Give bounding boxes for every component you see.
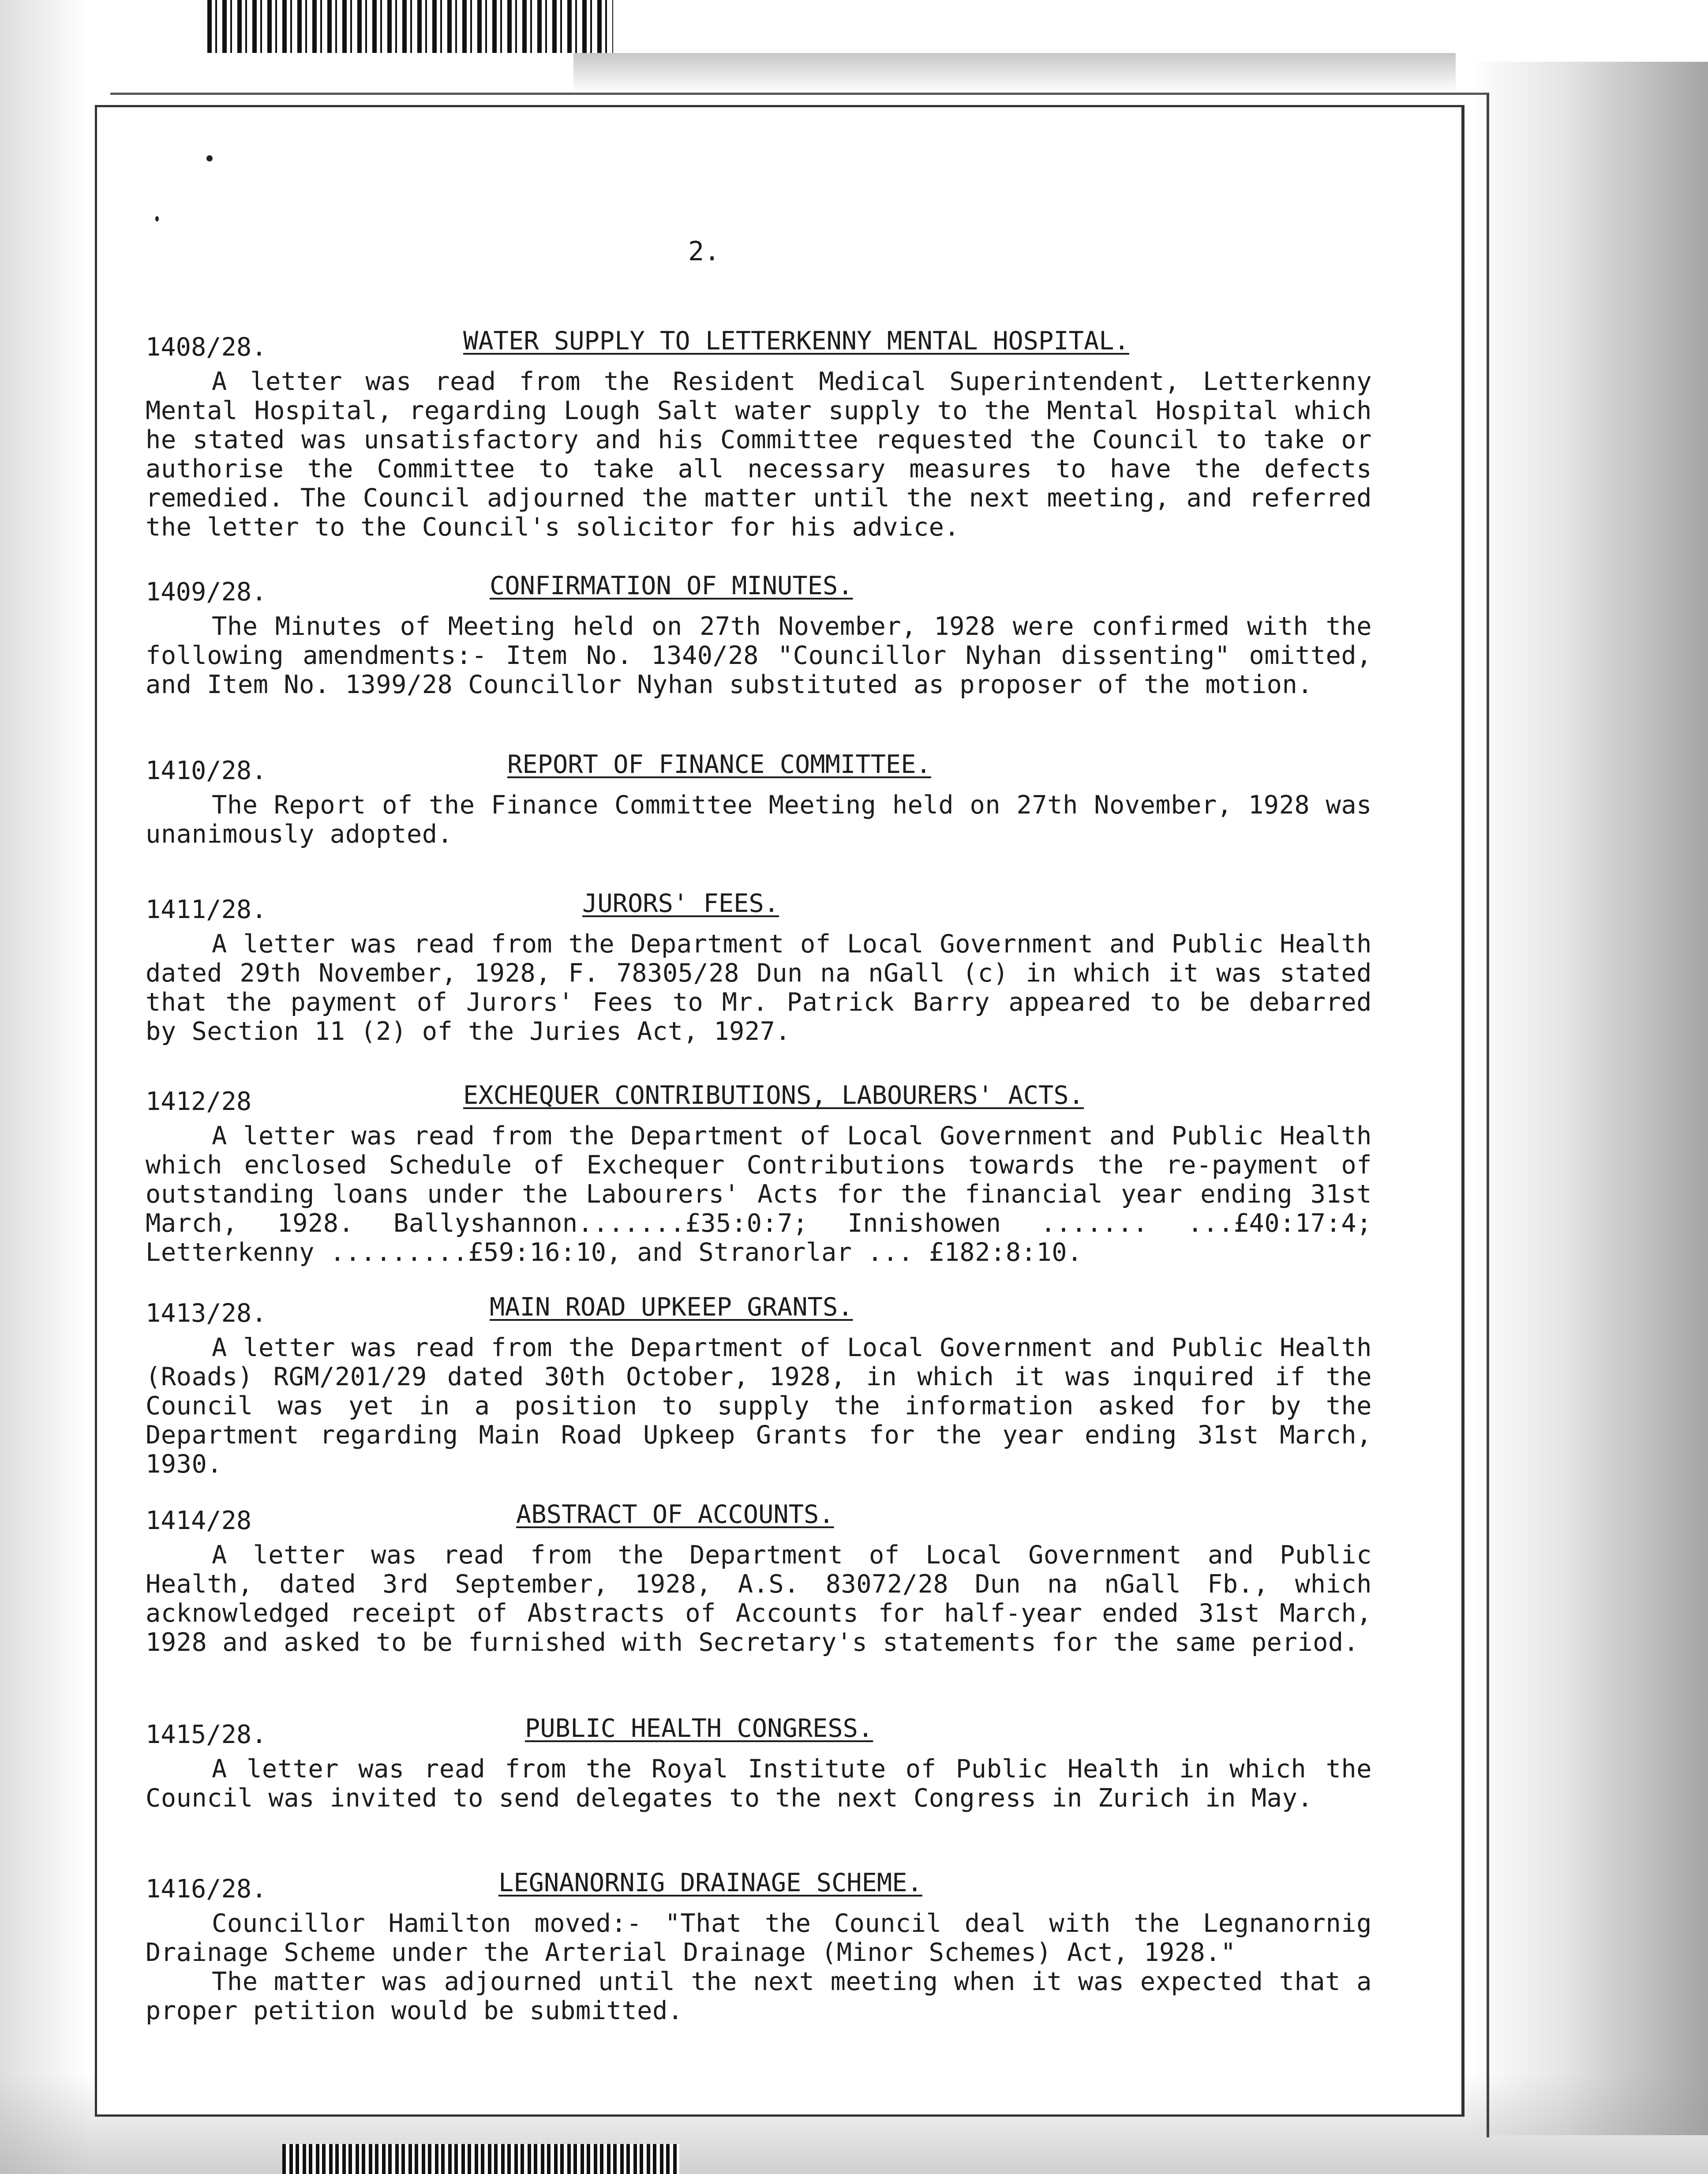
ink-spot [206, 155, 213, 161]
minute-title: MAIN ROAD UPKEEP GRANTS. [490, 1293, 853, 1322]
minute-header [146, 1868, 1372, 1905]
minute-item [146, 1500, 1372, 1657]
minute-number: 1415/28. [146, 1720, 267, 1749]
minute-body: A letter was read from the Department of Local Government and Public Health, dated 3rd September, 1928, A.S. 83072/28 Dun na nGall Fb., which acknowledged receipt of Abstracts of Accounts for half-year ended 31st March, 1928 and asked to be furnished with Secretary's statements for the same period. [146, 1541, 1372, 1657]
minute-header [146, 750, 1372, 787]
minute-body: A letter was read from the Resident Medical Superintendent, Letterkenny Mental Hospital, regarding Lough Salt water supply to the Mental Hospital which he stated was unsatisfactory and his Committee requested the Council to take or authorise the Committee to take all necessary measures to have the defects remedied. The Council adjourned the matter until the next meeting, and referred the letter to the Council's solicitor for his advice. [146, 367, 1372, 542]
minute-header [146, 1293, 1372, 1330]
minute-title: REPORT OF FINANCE COMMITTEE. [507, 750, 931, 779]
minute-item [146, 1081, 1372, 1267]
minute-item [146, 571, 1372, 699]
minute-title: JURORS' FEES. [582, 889, 779, 918]
minute-body: A letter was read from the Department of Local Government and Public Health which enclosed Schedule of Exchequer Contributions towards the re-payment of outstanding loans under the Labourers' Acts for the financial year ending 31st March, 1928. Ballyshannon.......£35:0:7; Innishowen ....... ...£40:17:4; Letterkenny .........£59:16:10, and Stranorlar ... £182:8:10. [146, 1121, 1372, 1267]
minute-body: The Report of the Finance Committee Meeting held on 27th November, 1928 was unanimously adopted. [146, 791, 1372, 849]
minute-body: A letter was read from the Department of Local Government and Public Health dated 29th November, 1928, F. 78305/28 Dun na nGall (c) in which it was stated that the payment of Jurors' Fees to Mr. Patrick Barry appeared to be debarred by Section 11 (2) of the Juries Act, 1927. [146, 930, 1372, 1046]
minute-number: 1411/28. [146, 895, 267, 924]
minute-item [146, 889, 1372, 1046]
minute-number: 1408/28. [146, 333, 267, 362]
minute-number: 1412/28 [146, 1087, 252, 1116]
page-number: 2. [688, 236, 720, 267]
minute-title: PUBLIC HEALTH CONGRESS. [525, 1714, 873, 1743]
minute-title: CONFIRMATION OF MINUTES. [490, 571, 853, 600]
minute-title: LEGNANORNIG DRAINAGE SCHEME. [498, 1868, 922, 1897]
binding-strip-bottom [282, 2144, 679, 2174]
scan-shadow-left [0, 0, 88, 2174]
minute-title: WATER SUPPLY TO LETTERKENNY MENTAL HOSPITAL. [463, 326, 1129, 356]
ink-spot [155, 216, 159, 221]
minute-title: EXCHEQUER CONTRIBUTIONS, LABOURERS' ACTS. [463, 1081, 1084, 1110]
minute-number: 1414/28 [146, 1506, 252, 1535]
minute-header [146, 1714, 1372, 1751]
minute-number: 1413/28. [146, 1299, 267, 1328]
minute-body [146, 1905, 1372, 2025]
minute-body: A letter was read from the Royal Institute of Public Health in which the Council was invited to send delegates to the next Congress in Zurich in May. [146, 1754, 1372, 1813]
scan-shadow-right [1469, 62, 1708, 2135]
minute-item [146, 326, 1372, 542]
minute-body-motion: Councillor Hamilton moved:- "That the Council deal with the Legnanornig Drainage Scheme under the Arterial Drainage (Minor Schemes) Act, 1928." [146, 1909, 1372, 1967]
minute-number: 1416/28. [146, 1874, 267, 1904]
minute-title: ABSTRACT OF ACCOUNTS. [516, 1500, 834, 1529]
minute-body-outcome: The matter was adjourned until the next meeting when it was expected that a proper petition would be submitted. [146, 1967, 1372, 2025]
minute-body: The Minutes of Meeting held on 27th November, 1928 were confirmed with the following amendments:- Item No. 1340/28 "Councillor Nyhan dissenting" omitted, and Item No. 1399/28 Councillor Nyhan substituted as proposer of the motion. [146, 612, 1372, 699]
minute-header [146, 1081, 1372, 1118]
minute-body: A letter was read from the Department of Local Government and Public Health (Roads) RGM/201/29 dated 30th October, 1928, in which it was inquired if the Council was yet in a position to supply the information asked for by the Department regarding Main Road Upkeep Grants for the year ending 31st March, 1930. [146, 1333, 1372, 1479]
minute-header [146, 326, 1372, 364]
minute-item [146, 1868, 1372, 2025]
scan-shadow-top [573, 53, 1456, 93]
binding-strip-top [207, 0, 613, 53]
minute-header [146, 1500, 1372, 1537]
minute-number: 1410/28. [146, 756, 267, 785]
minute-item [146, 1293, 1372, 1479]
minute-header [146, 571, 1372, 608]
minute-number: 1409/28. [146, 577, 267, 607]
minute-item [146, 750, 1372, 849]
minute-header [146, 889, 1372, 926]
minute-item [146, 1714, 1372, 1813]
